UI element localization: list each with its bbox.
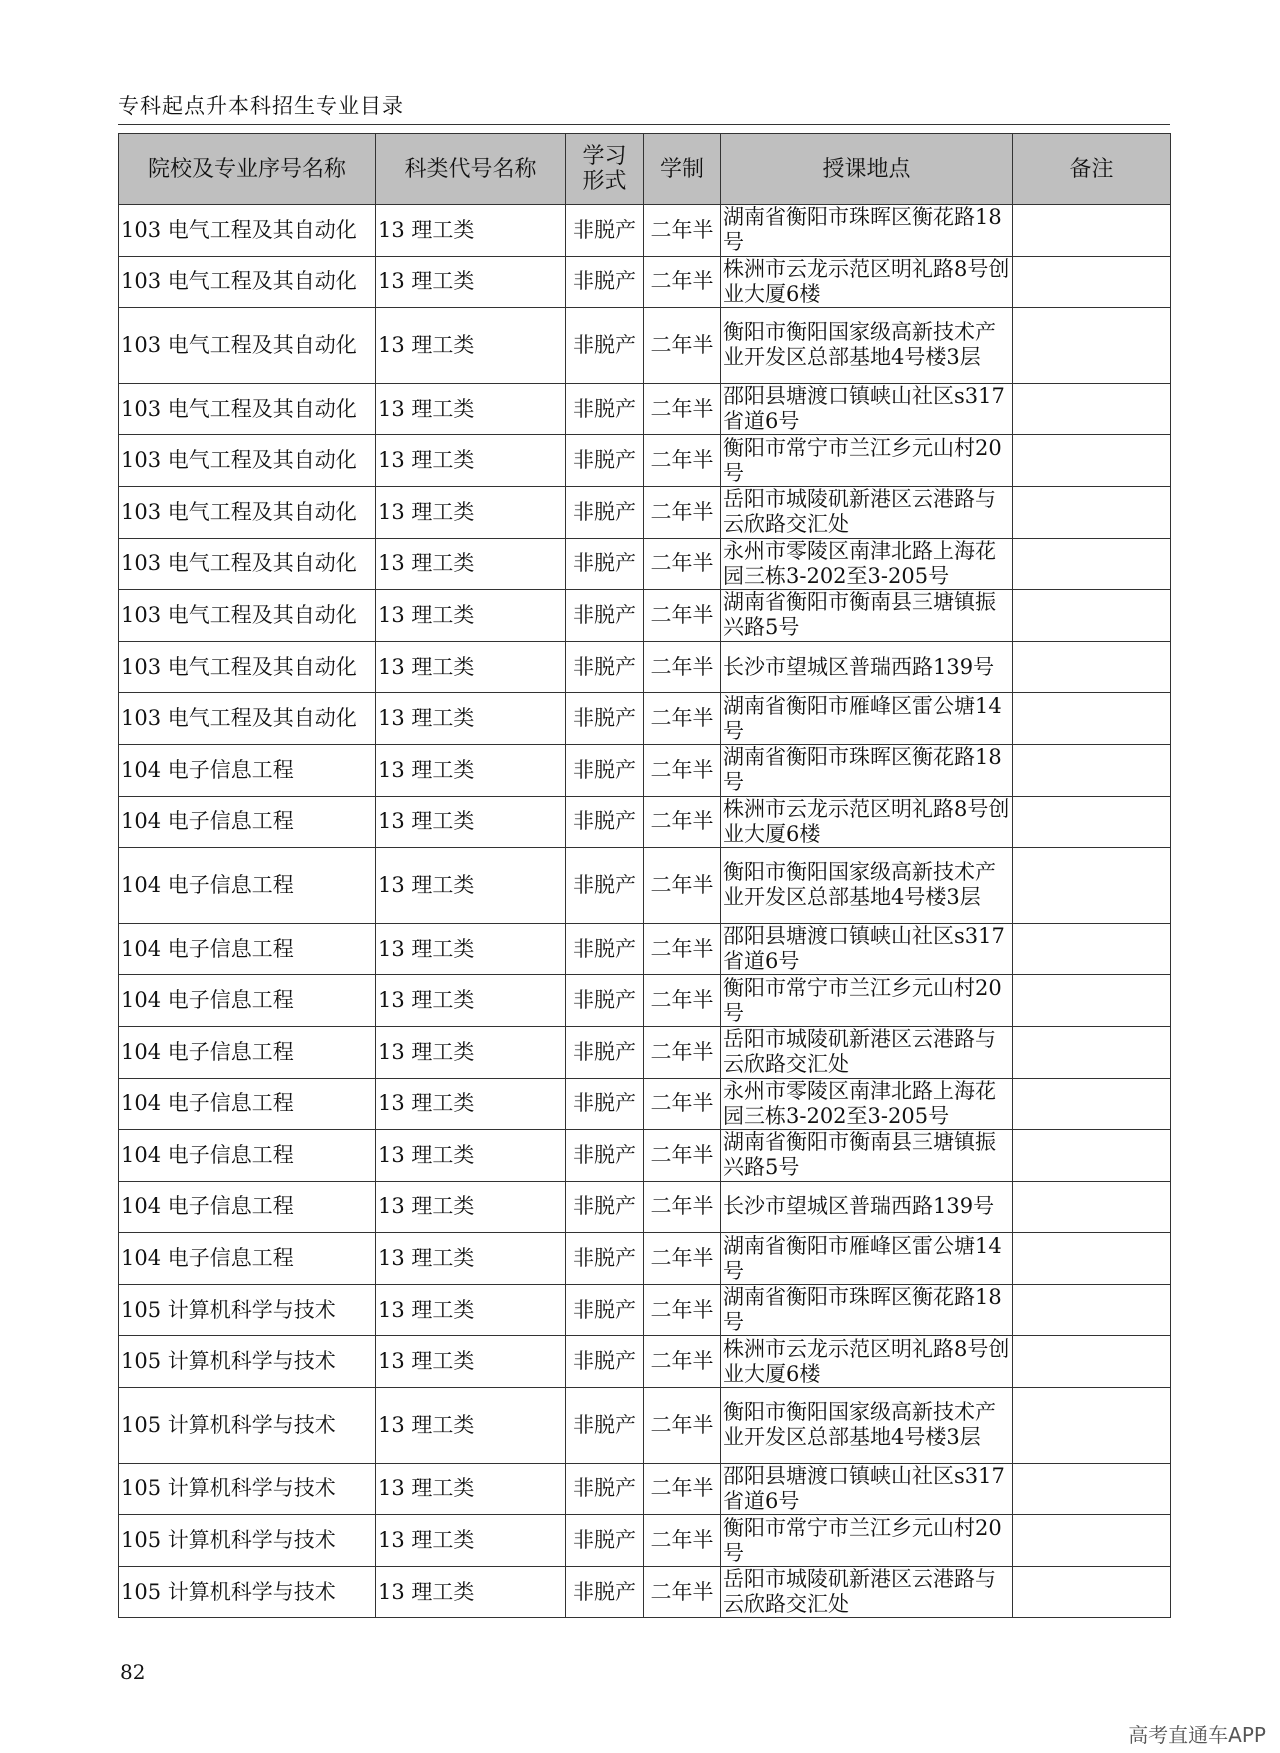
cell-location: 岳阳市城陵矶新港区云港路与云欣路交汇处 <box>721 1026 1013 1078</box>
cell-study-form: 非脱产 <box>566 796 644 848</box>
cell-location: 湖南省衡阳市雁峰区雷公塘14号 <box>721 693 1013 745</box>
cell-duration: 二年半 <box>644 205 721 257</box>
cell-location: 岳阳市城陵矶新港区云港路与云欣路交汇处 <box>721 486 1013 538</box>
cell-category: 13 理工类 <box>376 1026 566 1078</box>
table-row <box>119 923 1171 975</box>
cell-category: 13 理工类 <box>376 1566 566 1618</box>
table-row <box>119 205 1171 257</box>
table-row <box>119 1233 1171 1285</box>
cell-category: 13 理工类 <box>376 383 566 435</box>
cell-major: 103 电气工程及其自动化 <box>119 590 376 642</box>
cell-remarks <box>1013 256 1171 308</box>
cell-remarks <box>1013 641 1171 693</box>
cell-study-form: 非脱产 <box>566 308 644 384</box>
cell-category: 13 理工类 <box>376 975 566 1027</box>
cell-major: 104 电子信息工程 <box>119 975 376 1027</box>
table-row <box>119 308 1171 384</box>
cell-major: 105 计算机科学与技术 <box>119 1515 376 1567</box>
cell-major: 103 电气工程及其自动化 <box>119 205 376 257</box>
cell-location: 永州市零陵区南津北路上海花园三栋3-202至3-205号 <box>721 538 1013 590</box>
table-row <box>119 435 1171 487</box>
cell-location: 永州市零陵区南津北路上海花园三栋3-202至3-205号 <box>721 1078 1013 1130</box>
cell-duration: 二年半 <box>644 1078 721 1130</box>
cell-remarks <box>1013 1284 1171 1336</box>
cell-study-form: 非脱产 <box>566 486 644 538</box>
table-row <box>119 1130 1171 1182</box>
cell-major: 104 电子信息工程 <box>119 1026 376 1078</box>
cell-duration: 二年半 <box>644 693 721 745</box>
table-row <box>119 538 1171 590</box>
header-remarks: 备注 <box>1013 134 1171 205</box>
cell-major: 104 电子信息工程 <box>119 796 376 848</box>
cell-study-form: 非脱产 <box>566 1284 644 1336</box>
cell-duration: 二年半 <box>644 1336 721 1388</box>
table-row <box>119 1336 1171 1388</box>
table-row <box>119 256 1171 308</box>
cell-study-form: 非脱产 <box>566 1026 644 1078</box>
cell-major: 105 计算机科学与技术 <box>119 1284 376 1336</box>
table-row <box>119 744 1171 796</box>
cell-major: 104 电子信息工程 <box>119 1078 376 1130</box>
cell-major: 103 电气工程及其自动化 <box>119 256 376 308</box>
cell-category: 13 理工类 <box>376 256 566 308</box>
table-row <box>119 1181 1171 1233</box>
cell-duration: 二年半 <box>644 486 721 538</box>
header-rule <box>118 124 1170 125</box>
cell-category: 13 理工类 <box>376 1463 566 1515</box>
header-major: 院校及专业序号名称 <box>119 134 376 205</box>
cell-location: 湖南省衡阳市珠晖区衡花路18号 <box>721 1284 1013 1336</box>
cell-location: 衡阳市常宁市兰江乡元山村20号 <box>721 1515 1013 1567</box>
cell-major: 105 计算机科学与技术 <box>119 1336 376 1388</box>
cell-major: 105 计算机科学与技术 <box>119 1463 376 1515</box>
cell-category: 13 理工类 <box>376 308 566 384</box>
cell-remarks <box>1013 1336 1171 1388</box>
cell-remarks <box>1013 923 1171 975</box>
cell-duration: 二年半 <box>644 308 721 384</box>
cell-study-form: 非脱产 <box>566 383 644 435</box>
header-location: 授课地点 <box>721 134 1013 205</box>
cell-major: 104 电子信息工程 <box>119 923 376 975</box>
table-row <box>119 1566 1171 1618</box>
cell-study-form: 非脱产 <box>566 205 644 257</box>
cell-study-form: 非脱产 <box>566 641 644 693</box>
table-row <box>119 1388 1171 1464</box>
cell-study-form: 非脱产 <box>566 1078 644 1130</box>
cell-category: 13 理工类 <box>376 1130 566 1182</box>
cell-duration: 二年半 <box>644 1284 721 1336</box>
cell-remarks <box>1013 435 1171 487</box>
cell-study-form: 非脱产 <box>566 1388 644 1464</box>
cell-category: 13 理工类 <box>376 1233 566 1285</box>
cell-duration: 二年半 <box>644 1566 721 1618</box>
cell-duration: 二年半 <box>644 435 721 487</box>
table-row <box>119 1463 1171 1515</box>
table-row <box>119 693 1171 745</box>
cell-major: 103 电气工程及其自动化 <box>119 641 376 693</box>
cell-duration: 二年半 <box>644 1515 721 1567</box>
cell-location: 衡阳市常宁市兰江乡元山村20号 <box>721 975 1013 1027</box>
cell-study-form: 非脱产 <box>566 1336 644 1388</box>
cell-category: 13 理工类 <box>376 744 566 796</box>
cell-remarks <box>1013 538 1171 590</box>
cell-location: 邵阳县塘渡口镇峡山社区s317省道6号 <box>721 383 1013 435</box>
cell-category: 13 理工类 <box>376 590 566 642</box>
cell-study-form: 非脱产 <box>566 1463 644 1515</box>
table-row <box>119 796 1171 848</box>
cell-duration: 二年半 <box>644 538 721 590</box>
cell-major: 103 电气工程及其自动化 <box>119 383 376 435</box>
cell-category: 13 理工类 <box>376 1181 566 1233</box>
cell-location: 湖南省衡阳市衡南县三塘镇振兴路5号 <box>721 1130 1013 1182</box>
cell-category: 13 理工类 <box>376 923 566 975</box>
enrollment-table <box>118 133 1171 1618</box>
cell-study-form: 非脱产 <box>566 1233 644 1285</box>
cell-location: 邵阳县塘渡口镇峡山社区s317省道6号 <box>721 923 1013 975</box>
cell-remarks <box>1013 1181 1171 1233</box>
cell-category: 13 理工类 <box>376 848 566 924</box>
cell-major: 105 计算机科学与技术 <box>119 1388 376 1464</box>
table-row <box>119 975 1171 1027</box>
table-header-row <box>119 134 1171 205</box>
cell-study-form: 非脱产 <box>566 590 644 642</box>
app-watermark: 高考直通车APP <box>1128 1723 1266 1747</box>
cell-remarks <box>1013 1515 1171 1567</box>
cell-major: 103 电气工程及其自动化 <box>119 486 376 538</box>
cell-duration: 二年半 <box>644 1388 721 1464</box>
cell-duration: 二年半 <box>644 641 721 693</box>
cell-location: 衡阳市衡阳国家级高新技术产业开发区总部基地4号楼3层 <box>721 848 1013 924</box>
cell-study-form: 非脱产 <box>566 693 644 745</box>
cell-duration: 二年半 <box>644 975 721 1027</box>
cell-major: 104 电子信息工程 <box>119 1181 376 1233</box>
cell-location: 湖南省衡阳市雁峰区雷公塘14号 <box>721 1233 1013 1285</box>
table-row <box>119 641 1171 693</box>
cell-category: 13 理工类 <box>376 641 566 693</box>
cell-study-form: 非脱产 <box>566 923 644 975</box>
cell-location: 湖南省衡阳市珠晖区衡花路18号 <box>721 744 1013 796</box>
cell-major: 104 电子信息工程 <box>119 1130 376 1182</box>
cell-remarks <box>1013 308 1171 384</box>
table-body <box>119 205 1171 1618</box>
cell-location: 株洲市云龙示范区明礼路8号创业大厦6楼 <box>721 796 1013 848</box>
cell-duration: 二年半 <box>644 1181 721 1233</box>
cell-study-form: 非脱产 <box>566 744 644 796</box>
table-row <box>119 486 1171 538</box>
cell-remarks <box>1013 796 1171 848</box>
cell-major: 104 电子信息工程 <box>119 744 376 796</box>
cell-major: 103 电气工程及其自动化 <box>119 308 376 384</box>
cell-major: 103 电气工程及其自动化 <box>119 693 376 745</box>
cell-duration: 二年半 <box>644 256 721 308</box>
table-row <box>119 1515 1171 1567</box>
cell-location: 湖南省衡阳市珠晖区衡花路18号 <box>721 205 1013 257</box>
header-duration: 学制 <box>644 134 721 205</box>
cell-duration: 二年半 <box>644 744 721 796</box>
table-row <box>119 1026 1171 1078</box>
header-category: 科类代号名称 <box>376 134 566 205</box>
table-row <box>119 383 1171 435</box>
cell-study-form: 非脱产 <box>566 538 644 590</box>
cell-study-form: 非脱产 <box>566 256 644 308</box>
cell-remarks <box>1013 486 1171 538</box>
cell-location: 株洲市云龙示范区明礼路8号创业大厦6楼 <box>721 256 1013 308</box>
cell-duration: 二年半 <box>644 1463 721 1515</box>
cell-location: 岳阳市城陵矶新港区云港路与云欣路交汇处 <box>721 1566 1013 1618</box>
cell-remarks <box>1013 848 1171 924</box>
cell-location: 衡阳市常宁市兰江乡元山村20号 <box>721 435 1013 487</box>
table-row <box>119 1078 1171 1130</box>
cell-category: 13 理工类 <box>376 486 566 538</box>
cell-study-form: 非脱产 <box>566 975 644 1027</box>
cell-remarks <box>1013 1566 1171 1618</box>
page-number: 82 <box>120 1660 146 1684</box>
cell-remarks <box>1013 1463 1171 1515</box>
cell-location: 衡阳市衡阳国家级高新技术产业开发区总部基地4号楼3层 <box>721 1388 1013 1464</box>
cell-remarks <box>1013 1026 1171 1078</box>
cell-remarks <box>1013 590 1171 642</box>
cell-remarks <box>1013 744 1171 796</box>
cell-remarks <box>1013 205 1171 257</box>
cell-duration: 二年半 <box>644 590 721 642</box>
cell-major: 104 电子信息工程 <box>119 848 376 924</box>
cell-category: 13 理工类 <box>376 1515 566 1567</box>
running-header: 专科起点升本科招生专业目录 <box>118 94 404 118</box>
cell-duration: 二年半 <box>644 923 721 975</box>
cell-duration: 二年半 <box>644 383 721 435</box>
cell-location: 株洲市云龙示范区明礼路8号创业大厦6楼 <box>721 1336 1013 1388</box>
cell-location: 长沙市望城区普瑞西路139号 <box>721 1181 1013 1233</box>
cell-remarks <box>1013 975 1171 1027</box>
cell-remarks <box>1013 1130 1171 1182</box>
cell-category: 13 理工类 <box>376 1078 566 1130</box>
cell-duration: 二年半 <box>644 796 721 848</box>
header-study-form: 学习形式 <box>566 134 644 205</box>
cell-category: 13 理工类 <box>376 1284 566 1336</box>
cell-duration: 二年半 <box>644 1130 721 1182</box>
cell-major: 103 电气工程及其自动化 <box>119 538 376 590</box>
cell-study-form: 非脱产 <box>566 1566 644 1618</box>
cell-duration: 二年半 <box>644 1233 721 1285</box>
cell-study-form: 非脱产 <box>566 1181 644 1233</box>
cell-study-form: 非脱产 <box>566 848 644 924</box>
cell-category: 13 理工类 <box>376 205 566 257</box>
cell-study-form: 非脱产 <box>566 1130 644 1182</box>
cell-location: 邵阳县塘渡口镇峡山社区s317省道6号 <box>721 1463 1013 1515</box>
cell-category: 13 理工类 <box>376 693 566 745</box>
cell-major: 105 计算机科学与技术 <box>119 1566 376 1618</box>
cell-remarks <box>1013 693 1171 745</box>
cell-duration: 二年半 <box>644 1026 721 1078</box>
cell-location: 衡阳市衡阳国家级高新技术产业开发区总部基地4号楼3层 <box>721 308 1013 384</box>
cell-major: 104 电子信息工程 <box>119 1233 376 1285</box>
cell-category: 13 理工类 <box>376 1336 566 1388</box>
cell-duration: 二年半 <box>644 848 721 924</box>
cell-remarks <box>1013 1078 1171 1130</box>
cell-location: 湖南省衡阳市衡南县三塘镇振兴路5号 <box>721 590 1013 642</box>
cell-study-form: 非脱产 <box>566 435 644 487</box>
cell-location: 长沙市望城区普瑞西路139号 <box>721 641 1013 693</box>
cell-study-form: 非脱产 <box>566 1515 644 1567</box>
table-row <box>119 1284 1171 1336</box>
cell-remarks <box>1013 383 1171 435</box>
cell-remarks <box>1013 1233 1171 1285</box>
cell-category: 13 理工类 <box>376 796 566 848</box>
cell-category: 13 理工类 <box>376 435 566 487</box>
cell-remarks <box>1013 1388 1171 1464</box>
cell-major: 103 电气工程及其自动化 <box>119 435 376 487</box>
table-row <box>119 590 1171 642</box>
cell-category: 13 理工类 <box>376 538 566 590</box>
table-row <box>119 848 1171 924</box>
cell-category: 13 理工类 <box>376 1388 566 1464</box>
